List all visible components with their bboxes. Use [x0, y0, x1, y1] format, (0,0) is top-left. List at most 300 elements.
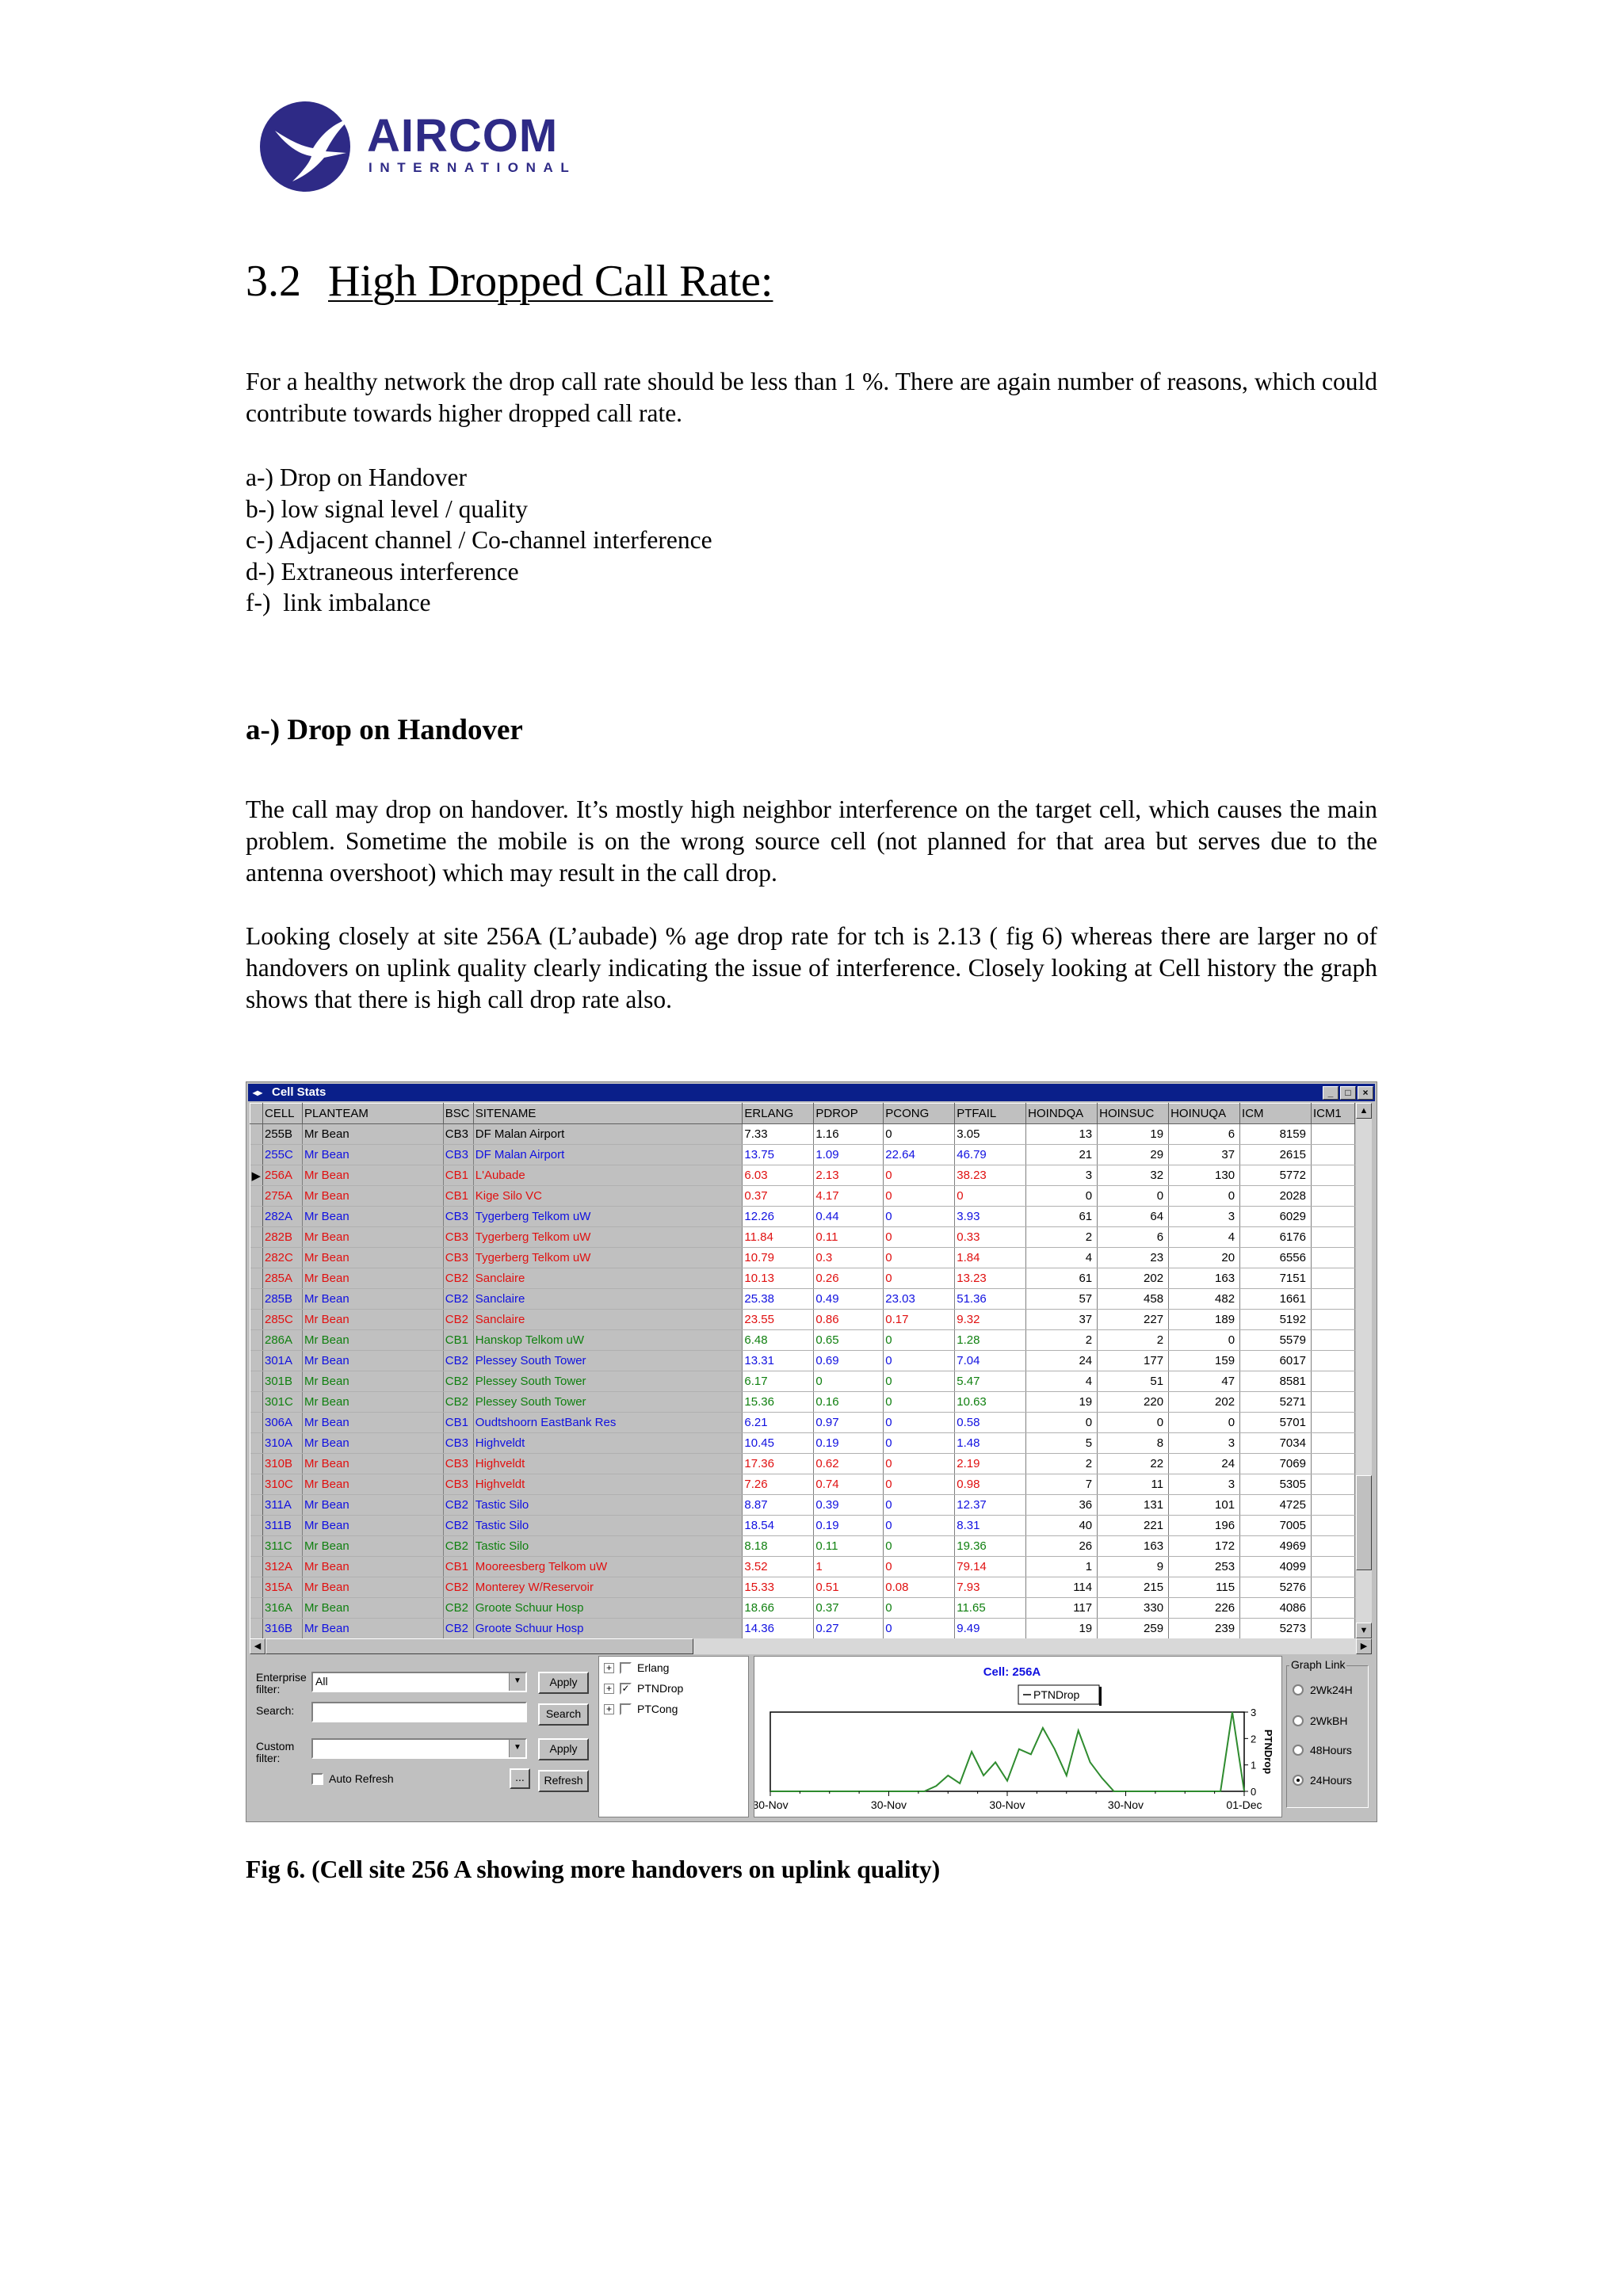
cell-team[interactable]: Mr Bean: [302, 1516, 443, 1536]
column-header[interactable]: HOINSUC: [1098, 1104, 1169, 1124]
window-titlebar[interactable]: [248, 1084, 1375, 1101]
cell-hoinuqa[interactable]: 0: [1169, 1186, 1240, 1207]
cell-site[interactable]: Sanclaire: [473, 1289, 743, 1310]
table-row[interactable]: [250, 1516, 1355, 1536]
cell-hoinsuc[interactable]: 221: [1098, 1516, 1169, 1536]
cell-site[interactable]: Groote Schuur Hosp: [473, 1598, 743, 1619]
cell-icm1[interactable]: [1311, 1145, 1354, 1165]
cell-icm[interactable]: 6556: [1240, 1248, 1312, 1268]
row-indicator[interactable]: [250, 1392, 263, 1413]
cell-icm1[interactable]: [1311, 1557, 1354, 1577]
cell-icm[interactable]: 2028: [1240, 1186, 1312, 1207]
cell-hoinsuc[interactable]: 23: [1098, 1248, 1169, 1268]
cell-hoinsuc[interactable]: 215: [1098, 1577, 1169, 1598]
table-row[interactable]: [250, 1248, 1355, 1268]
cell-hoinsuc[interactable]: 202: [1098, 1268, 1169, 1289]
cell-ptfail[interactable]: 0.33: [955, 1227, 1026, 1248]
chevron-down-icon[interactable]: ▼: [509, 1740, 525, 1757]
cell-cell[interactable]: 311C: [262, 1536, 302, 1557]
row-indicator[interactable]: [250, 1577, 263, 1598]
cell-cell[interactable]: 311B: [262, 1516, 302, 1536]
table-row[interactable]: [250, 1289, 1355, 1310]
cell-icm[interactable]: 5273: [1240, 1619, 1312, 1639]
cell-cell[interactable]: 282B: [262, 1227, 302, 1248]
cell-hoinuqa[interactable]: 239: [1169, 1619, 1240, 1639]
cell-bsc[interactable]: CB3: [443, 1227, 473, 1248]
cell-pdrop[interactable]: 0.74: [814, 1474, 884, 1495]
cell-cell[interactable]: 275A: [262, 1186, 302, 1207]
cell-pcong[interactable]: 0: [884, 1433, 955, 1454]
table-row[interactable]: [250, 1474, 1355, 1495]
cell-hoinsuc[interactable]: 330: [1098, 1598, 1169, 1619]
cell-cell[interactable]: 255B: [262, 1124, 302, 1145]
cell-team[interactable]: Mr Bean: [302, 1186, 443, 1207]
cell-pdrop[interactable]: 0.97: [814, 1413, 884, 1433]
cell-icm1[interactable]: [1311, 1495, 1354, 1516]
cell-hoinsuc[interactable]: 259: [1098, 1619, 1169, 1639]
cell-hoindqa[interactable]: 26: [1026, 1536, 1098, 1557]
column-header[interactable]: PDROP: [814, 1104, 884, 1124]
row-indicator[interactable]: [250, 1557, 263, 1577]
cell-site[interactable]: Kige Silo VC: [473, 1186, 743, 1207]
cell-hoinuqa[interactable]: 47: [1169, 1371, 1240, 1392]
table-row[interactable]: [250, 1495, 1355, 1516]
cell-erlang[interactable]: 10.13: [743, 1268, 814, 1289]
cell-erlang[interactable]: 8.18: [743, 1536, 814, 1557]
cell-team[interactable]: Mr Bean: [302, 1165, 443, 1186]
cell-pdrop[interactable]: 4.17: [814, 1186, 884, 1207]
cell-hoinsuc[interactable]: 29: [1098, 1145, 1169, 1165]
cell-bsc[interactable]: CB2: [443, 1495, 473, 1516]
cell-pdrop[interactable]: 0.37: [814, 1598, 884, 1619]
cell-hoindqa[interactable]: 19: [1026, 1392, 1098, 1413]
refresh-button[interactable]: Refresh: [538, 1770, 589, 1792]
cell-team[interactable]: Mr Bean: [302, 1227, 443, 1248]
cell-hoinuqa[interactable]: 196: [1169, 1516, 1240, 1536]
cell-pcong[interactable]: 0: [884, 1516, 955, 1536]
cell-hoinsuc[interactable]: 2: [1098, 1330, 1169, 1351]
cell-ptfail[interactable]: 0.98: [955, 1474, 1026, 1495]
cell-ptfail[interactable]: 13.23: [955, 1268, 1026, 1289]
cell-team[interactable]: Mr Bean: [302, 1268, 443, 1289]
search-input[interactable]: [311, 1702, 527, 1722]
row-indicator[interactable]: [250, 1433, 263, 1454]
vertical-scrollbar[interactable]: [1356, 1103, 1372, 1638]
cell-pdrop[interactable]: 0.26: [814, 1268, 884, 1289]
column-header[interactable]: HOINDQA: [1026, 1104, 1098, 1124]
cell-site[interactable]: DF Malan Airport: [473, 1145, 743, 1165]
cell-ptfail[interactable]: 12.37: [955, 1495, 1026, 1516]
cell-cell[interactable]: 256A: [262, 1165, 302, 1186]
cell-icm1[interactable]: [1311, 1474, 1354, 1495]
cell-hoindqa[interactable]: 114: [1026, 1577, 1098, 1598]
cell-hoindqa[interactable]: 4: [1026, 1248, 1098, 1268]
cell-pdrop[interactable]: 0.39: [814, 1495, 884, 1516]
cell-team[interactable]: Mr Bean: [302, 1536, 443, 1557]
cell-bsc[interactable]: CB2: [443, 1516, 473, 1536]
cell-hoinuqa[interactable]: 3: [1169, 1207, 1240, 1227]
cell-ptfail[interactable]: 79.14: [955, 1557, 1026, 1577]
cell-cell[interactable]: 312A: [262, 1557, 302, 1577]
row-indicator[interactable]: [250, 1516, 263, 1536]
table-row[interactable]: [250, 1619, 1355, 1639]
cell-hoinuqa[interactable]: 253: [1169, 1557, 1240, 1577]
cell-icm[interactable]: 8581: [1240, 1371, 1312, 1392]
cell-icm1[interactable]: [1311, 1289, 1354, 1310]
cell-icm[interactable]: 5305: [1240, 1474, 1312, 1495]
table-row[interactable]: [250, 1433, 1355, 1454]
cell-team[interactable]: Mr Bean: [302, 1371, 443, 1392]
table-row[interactable]: [250, 1371, 1355, 1392]
cell-hoinuqa[interactable]: 159: [1169, 1351, 1240, 1371]
cell-bsc[interactable]: CB2: [443, 1268, 473, 1289]
row-indicator[interactable]: [250, 1227, 263, 1248]
cell-bsc[interactable]: CB2: [443, 1619, 473, 1639]
minimize-button[interactable]: _: [1323, 1086, 1338, 1100]
cell-team[interactable]: Mr Bean: [302, 1619, 443, 1639]
row-indicator[interactable]: [250, 1289, 263, 1310]
cell-erlang[interactable]: 14.36: [743, 1619, 814, 1639]
cell-pcong[interactable]: 0: [884, 1124, 955, 1145]
cell-pcong[interactable]: 22.64: [884, 1145, 955, 1165]
cell-site[interactable]: Highveldt: [473, 1474, 743, 1495]
cell-bsc[interactable]: CB3: [443, 1433, 473, 1454]
row-indicator[interactable]: [250, 1536, 263, 1557]
maximize-button[interactable]: □: [1340, 1086, 1356, 1100]
cell-hoinsuc[interactable]: 22: [1098, 1454, 1169, 1474]
cell-cell[interactable]: 306A: [262, 1413, 302, 1433]
auto-refresh-checkbox[interactable]: [311, 1773, 323, 1785]
cell-pdrop[interactable]: 0.19: [814, 1516, 884, 1536]
cell-erlang[interactable]: 13.75: [743, 1145, 814, 1165]
column-header[interactable]: BSC: [443, 1104, 473, 1124]
cell-pcong[interactable]: 0: [884, 1557, 955, 1577]
ptcong-checkbox[interactable]: [620, 1703, 632, 1715]
cell-pcong[interactable]: 0: [884, 1495, 955, 1516]
cell-hoinuqa[interactable]: 3: [1169, 1474, 1240, 1495]
table-row[interactable]: [250, 1207, 1355, 1227]
chevron-down-icon[interactable]: ▼: [509, 1673, 525, 1691]
cell-hoinsuc[interactable]: 51: [1098, 1371, 1169, 1392]
cell-site[interactable]: Highveldt: [473, 1433, 743, 1454]
cell-site[interactable]: Tastic Silo: [473, 1495, 743, 1516]
cell-cell[interactable]: 282C: [262, 1248, 302, 1268]
cell-team[interactable]: Mr Bean: [302, 1433, 443, 1454]
cell-hoinsuc[interactable]: 0: [1098, 1186, 1169, 1207]
search-button[interactable]: Search: [538, 1703, 589, 1726]
cell-site[interactable]: Tygerberg Telkom uW: [473, 1227, 743, 1248]
cell-erlang[interactable]: 8.87: [743, 1495, 814, 1516]
cell-team[interactable]: Mr Bean: [302, 1124, 443, 1145]
cell-hoinuqa[interactable]: 163: [1169, 1268, 1240, 1289]
cell-hoindqa[interactable]: 5: [1026, 1433, 1098, 1454]
cell-ptfail[interactable]: 5.47: [955, 1371, 1026, 1392]
cell-hoinsuc[interactable]: 32: [1098, 1165, 1169, 1186]
cell-hoindqa[interactable]: 1: [1026, 1557, 1098, 1577]
cell-cell[interactable]: 310C: [262, 1474, 302, 1495]
cell-hoindqa[interactable]: 61: [1026, 1207, 1098, 1227]
table-row[interactable]: [250, 1227, 1355, 1248]
cell-icm1[interactable]: [1311, 1165, 1354, 1186]
cell-ptfail[interactable]: 1.28: [955, 1330, 1026, 1351]
apply-enterprise-button[interactable]: Apply: [538, 1672, 589, 1694]
cell-hoindqa[interactable]: 117: [1026, 1598, 1098, 1619]
cell-team[interactable]: Mr Bean: [302, 1454, 443, 1474]
table-row[interactable]: [250, 1351, 1355, 1371]
cell-hoinsuc[interactable]: 8: [1098, 1433, 1169, 1454]
cell-icm1[interactable]: [1311, 1598, 1354, 1619]
cell-pcong[interactable]: 0: [884, 1186, 955, 1207]
table-row[interactable]: [250, 1536, 1355, 1557]
row-indicator[interactable]: [250, 1474, 263, 1495]
cell-pdrop[interactable]: 0: [814, 1371, 884, 1392]
cell-hoinsuc[interactable]: 6: [1098, 1227, 1169, 1248]
cell-icm[interactable]: 6176: [1240, 1227, 1312, 1248]
table-row[interactable]: [250, 1165, 1355, 1186]
cell-ptfail[interactable]: 9.32: [955, 1310, 1026, 1330]
cell-team[interactable]: Mr Bean: [302, 1330, 443, 1351]
row-indicator[interactable]: [250, 1145, 263, 1165]
cell-icm1[interactable]: [1311, 1186, 1354, 1207]
cell-hoinsuc[interactable]: 458: [1098, 1289, 1169, 1310]
cell-icm[interactable]: 2615: [1240, 1145, 1312, 1165]
cell-icm[interactable]: 1661: [1240, 1289, 1312, 1310]
row-indicator[interactable]: [250, 1598, 263, 1619]
cell-erlang[interactable]: 6.17: [743, 1371, 814, 1392]
cell-ptfail[interactable]: 51.36: [955, 1289, 1026, 1310]
cell-site[interactable]: Monterey W/Reservoir: [473, 1577, 743, 1598]
row-indicator[interactable]: [250, 1351, 263, 1371]
cell-pcong[interactable]: 0: [884, 1454, 955, 1474]
expand-icon[interactable]: +: [604, 1704, 614, 1714]
column-header[interactable]: PLANTEAM: [302, 1104, 443, 1124]
cell-hoinsuc[interactable]: 11: [1098, 1474, 1169, 1495]
cell-hoindqa[interactable]: 61: [1026, 1268, 1098, 1289]
cell-pcong[interactable]: 0: [884, 1619, 955, 1639]
cell-site[interactable]: Hanskop Telkom uW: [473, 1330, 743, 1351]
cell-stats-grid[interactable]: [250, 1103, 1355, 1638]
cell-site[interactable]: Highveldt: [473, 1454, 743, 1474]
cell-cell[interactable]: 301C: [262, 1392, 302, 1413]
cell-icm1[interactable]: [1311, 1207, 1354, 1227]
cell-hoinsuc[interactable]: 131: [1098, 1495, 1169, 1516]
cell-hoinuqa[interactable]: 101: [1169, 1495, 1240, 1516]
cell-hoindqa[interactable]: 21: [1026, 1145, 1098, 1165]
cell-icm[interactable]: 5271: [1240, 1392, 1312, 1413]
cell-pdrop[interactable]: 0.51: [814, 1577, 884, 1598]
row-indicator[interactable]: [250, 1413, 263, 1433]
cell-erlang[interactable]: 15.33: [743, 1577, 814, 1598]
cell-erlang[interactable]: 10.45: [743, 1433, 814, 1454]
cell-hoindqa[interactable]: 2: [1026, 1330, 1098, 1351]
cell-hoinuqa[interactable]: 226: [1169, 1598, 1240, 1619]
erlang-checkbox[interactable]: [620, 1662, 632, 1674]
cell-icm[interactable]: 7034: [1240, 1433, 1312, 1454]
cell-cell[interactable]: 286A: [262, 1330, 302, 1351]
cell-ptfail[interactable]: 9.49: [955, 1619, 1026, 1639]
cell-bsc[interactable]: CB3: [443, 1454, 473, 1474]
cell-pdrop[interactable]: 1.09: [814, 1145, 884, 1165]
cell-pcong[interactable]: 0: [884, 1351, 955, 1371]
cell-hoinuqa[interactable]: 6: [1169, 1124, 1240, 1145]
column-header[interactable]: ICM1: [1311, 1104, 1354, 1124]
cell-bsc[interactable]: CB1: [443, 1165, 473, 1186]
horizontal-scroll-thumb[interactable]: [265, 1638, 693, 1654]
row-indicator[interactable]: [250, 1371, 263, 1392]
cell-bsc[interactable]: CB1: [443, 1186, 473, 1207]
cell-hoinuqa[interactable]: 0: [1169, 1330, 1240, 1351]
expand-icon[interactable]: +: [604, 1684, 614, 1694]
cell-icm[interactable]: 7151: [1240, 1268, 1312, 1289]
cell-hoinuqa[interactable]: 482: [1169, 1289, 1240, 1310]
cell-icm1[interactable]: [1311, 1433, 1354, 1454]
enterprise-filter-select[interactable]: [311, 1672, 527, 1692]
browse-button[interactable]: ...: [510, 1768, 530, 1789]
cell-pdrop[interactable]: 0.3: [814, 1248, 884, 1268]
cell-ptfail[interactable]: 19.36: [955, 1536, 1026, 1557]
cell-hoindqa[interactable]: 57: [1026, 1289, 1098, 1310]
row-indicator[interactable]: [250, 1248, 263, 1268]
cell-erlang[interactable]: 15.36: [743, 1392, 814, 1413]
cell-erlang[interactable]: 6.21: [743, 1413, 814, 1433]
cell-pcong[interactable]: 0: [884, 1248, 955, 1268]
cell-icm1[interactable]: [1311, 1351, 1354, 1371]
cell-icm[interactable]: 6017: [1240, 1351, 1312, 1371]
row-indicator[interactable]: [250, 1268, 263, 1289]
cell-bsc[interactable]: CB1: [443, 1330, 473, 1351]
cell-erlang[interactable]: 6.48: [743, 1330, 814, 1351]
cell-icm[interactable]: 7005: [1240, 1516, 1312, 1536]
cell-pcong[interactable]: 23.03: [884, 1289, 955, 1310]
column-header[interactable]: ERLANG: [743, 1104, 814, 1124]
cell-cell[interactable]: 310B: [262, 1454, 302, 1474]
cell-ptfail[interactable]: 8.31: [955, 1516, 1026, 1536]
cell-pcong[interactable]: 0: [884, 1474, 955, 1495]
cell-team[interactable]: Mr Bean: [302, 1392, 443, 1413]
cell-erlang[interactable]: 23.55: [743, 1310, 814, 1330]
cell-site[interactable]: Sanclaire: [473, 1310, 743, 1330]
table-row[interactable]: [250, 1186, 1355, 1207]
cell-hoinsuc[interactable]: 220: [1098, 1392, 1169, 1413]
scroll-down-icon[interactable]: ▼: [1356, 1623, 1372, 1638]
cell-icm1[interactable]: [1311, 1413, 1354, 1433]
cell-bsc[interactable]: CB2: [443, 1392, 473, 1413]
cell-bsc[interactable]: CB3: [443, 1248, 473, 1268]
cell-icm[interactable]: 7069: [1240, 1454, 1312, 1474]
cell-site[interactable]: Plessey South Tower: [473, 1351, 743, 1371]
cell-bsc[interactable]: CB2: [443, 1310, 473, 1330]
cell-bsc[interactable]: CB2: [443, 1371, 473, 1392]
cell-hoindqa[interactable]: 19: [1026, 1619, 1098, 1639]
cell-team[interactable]: Mr Bean: [302, 1310, 443, 1330]
cell-team[interactable]: Mr Bean: [302, 1207, 443, 1227]
cell-ptfail[interactable]: 38.23: [955, 1165, 1026, 1186]
cell-pdrop[interactable]: 1.16: [814, 1124, 884, 1145]
cell-team[interactable]: Mr Bean: [302, 1145, 443, 1165]
cell-icm[interactable]: 4969: [1240, 1536, 1312, 1557]
cell-hoinuqa[interactable]: 172: [1169, 1536, 1240, 1557]
cell-hoindqa[interactable]: 40: [1026, 1516, 1098, 1536]
cell-erlang[interactable]: 18.54: [743, 1516, 814, 1536]
cell-ptfail[interactable]: 3.05: [955, 1124, 1026, 1145]
cell-hoindqa[interactable]: 13: [1026, 1124, 1098, 1145]
row-indicator[interactable]: [250, 1454, 263, 1474]
cell-cell[interactable]: 282A: [262, 1207, 302, 1227]
cell-bsc[interactable]: CB3: [443, 1124, 473, 1145]
cell-icm[interactable]: 8159: [1240, 1124, 1312, 1145]
radio-2wk24h[interactable]: [1293, 1684, 1304, 1695]
custom-filter-select[interactable]: [311, 1738, 527, 1759]
cell-site[interactable]: Tygerberg Telkom uW: [473, 1248, 743, 1268]
system-menu-icon[interactable]: ◂▸: [253, 1087, 263, 1098]
cell-ptfail[interactable]: 10.63: [955, 1392, 1026, 1413]
cell-icm[interactable]: 5579: [1240, 1330, 1312, 1351]
cell-site[interactable]: Sanclaire: [473, 1268, 743, 1289]
cell-site[interactable]: Tastic Silo: [473, 1516, 743, 1536]
cell-pdrop[interactable]: 2.13: [814, 1165, 884, 1186]
cell-pcong[interactable]: 0: [884, 1330, 955, 1351]
cell-pcong[interactable]: 0: [884, 1207, 955, 1227]
cell-pcong[interactable]: 0: [884, 1371, 955, 1392]
cell-team[interactable]: Mr Bean: [302, 1577, 443, 1598]
cell-erlang[interactable]: 7.33: [743, 1124, 814, 1145]
cell-team[interactable]: Mr Bean: [302, 1248, 443, 1268]
cell-icm1[interactable]: [1311, 1310, 1354, 1330]
cell-pdrop[interactable]: 0.44: [814, 1207, 884, 1227]
row-indicator[interactable]: [250, 1619, 263, 1639]
cell-icm1[interactable]: [1311, 1371, 1354, 1392]
cell-ptfail[interactable]: 0.58: [955, 1413, 1026, 1433]
cell-icm1[interactable]: [1311, 1536, 1354, 1557]
cell-icm[interactable]: 5701: [1240, 1413, 1312, 1433]
radio-48hours[interactable]: [1293, 1745, 1304, 1756]
cell-site[interactable]: Mooreesberg Telkom uW: [473, 1557, 743, 1577]
cell-erlang[interactable]: 0.37: [743, 1186, 814, 1207]
table-row[interactable]: [250, 1577, 1355, 1598]
cell-erlang[interactable]: 17.36: [743, 1454, 814, 1474]
table-row[interactable]: [250, 1124, 1355, 1145]
column-header[interactable]: PTFAIL: [955, 1104, 1026, 1124]
cell-bsc[interactable]: CB2: [443, 1598, 473, 1619]
cell-erlang[interactable]: 7.26: [743, 1474, 814, 1495]
cell-pdrop[interactable]: 0.65: [814, 1330, 884, 1351]
cell-pdrop[interactable]: 0.11: [814, 1536, 884, 1557]
tree-item-ptndrop[interactable]: PTNDrop: [637, 1682, 684, 1695]
current-row-indicator-icon[interactable]: ▶: [250, 1165, 263, 1186]
column-header[interactable]: CELL: [262, 1104, 302, 1124]
cell-bsc[interactable]: CB1: [443, 1557, 473, 1577]
cell-cell[interactable]: 310A: [262, 1433, 302, 1454]
tree-item-erlang[interactable]: Erlang: [637, 1661, 670, 1674]
cell-ptfail[interactable]: 1.84: [955, 1248, 1026, 1268]
cell-pcong[interactable]: 0: [884, 1392, 955, 1413]
column-header[interactable]: SITENAME: [473, 1104, 743, 1124]
cell-pdrop[interactable]: 0.49: [814, 1289, 884, 1310]
cell-cell[interactable]: 285C: [262, 1310, 302, 1330]
cell-ptfail[interactable]: 7.04: [955, 1351, 1026, 1371]
cell-hoinuqa[interactable]: 202: [1169, 1392, 1240, 1413]
cell-icm1[interactable]: [1311, 1516, 1354, 1536]
scroll-left-icon[interactable]: ◀: [250, 1638, 265, 1654]
cell-hoinsuc[interactable]: 177: [1098, 1351, 1169, 1371]
cell-site[interactable]: DF Malan Airport: [473, 1124, 743, 1145]
cell-site[interactable]: L'Aubade: [473, 1165, 743, 1186]
cell-ptfail[interactable]: 2.19: [955, 1454, 1026, 1474]
cell-site[interactable]: Oudtshoorn EastBank Res: [473, 1413, 743, 1433]
close-button[interactable]: ×: [1358, 1086, 1373, 1100]
cell-pcong[interactable]: 0: [884, 1536, 955, 1557]
cell-erlang[interactable]: 25.38: [743, 1289, 814, 1310]
